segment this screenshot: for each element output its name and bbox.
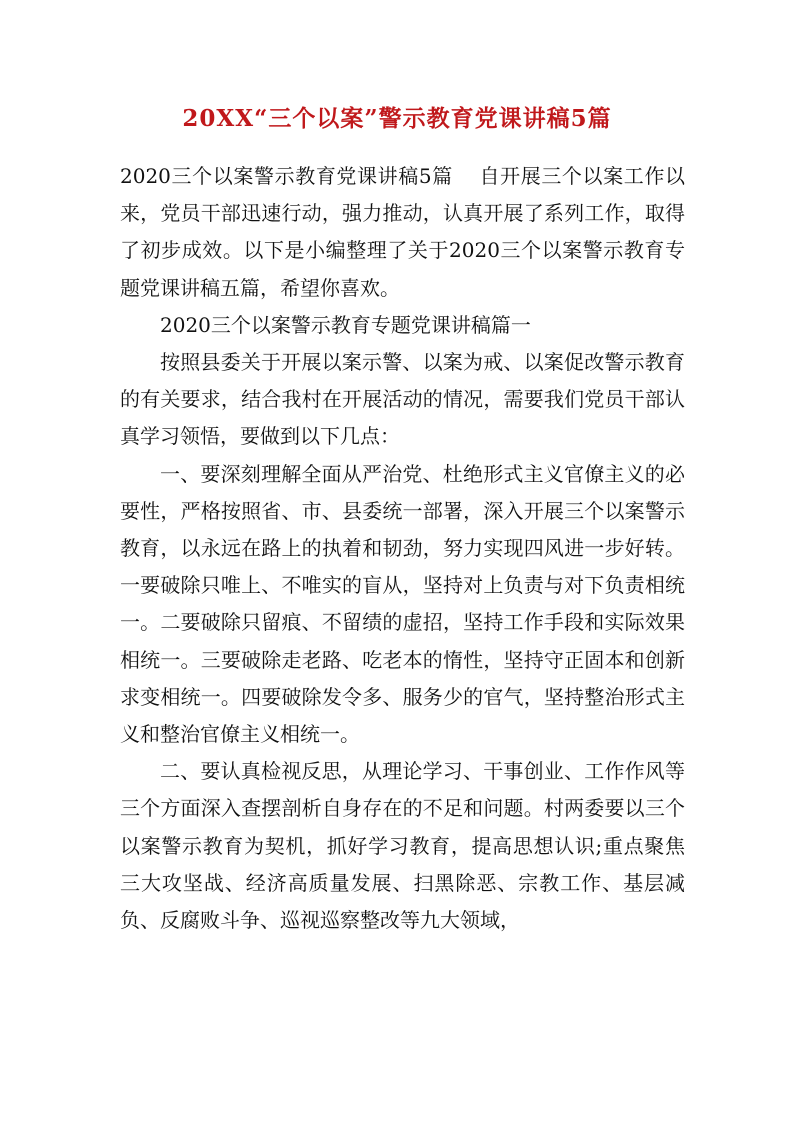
- paragraph-2: 一、要深刻理解全面从严治党、杜绝形式主义官僚主义的必要性，严格按照省、市、县委统一部署，深入开展三个以案警示教育，以永远在路上的执着和韧劲，努力实现四风进一步好转。一要破除只唯上、不唯实的盲从，坚持对上负责与对下负责相统一。二要破除只留痕、不留绩的虚招，坚持工作手段和实际效果相统一。三要破除走老路、吃老本的惰性，坚持守正固本和创新求变相统一。四要破除发令多、服务少的官气，坚持整治形式主义和整治官僚主义相统一。: [120, 461, 685, 747]
- document-title: 20XX“三个以案”警示教育党课讲稿5篇: [182, 105, 612, 132]
- paragraph-3: 二、要认真检视反思，从理论学习、干事创业、工作作风等三个方面深入查摆剖析自身存在的不足和问题。村两委要以三个以案警示教育为契机，抓好学习教育，提高思想认识;重点聚焦三大攻坚战、经济高质量发展、扫黑除恶、宗教工作、基层减负、反腐败斗争、巡视巡察整改等九大领域，: [120, 759, 685, 933]
- section-heading: 2020三个以案警示教育专题党课讲稿篇一: [160, 312, 531, 337]
- document-body: [120, 158, 685, 939]
- paragraph-1: 按照县委关于开展以案示警、以案为戒、以案促改警示教育的有关要求，结合我村在开展活动的情况，需要我们党员干部认真学习领悟，要做到以下几点：: [120, 350, 685, 449]
- intro-text: 自开展三个以案工作以来，党员干部迅速行动，强力推动，认真开展了系列工作，取得了初步成效。以下是小编整理了关于2020三个以案警示教育专题党课讲稿五篇，希望你喜欢。: [120, 164, 686, 300]
- intro-paragraph: [120, 158, 685, 307]
- intro-heading: 2020三个以案警示教育党课讲稿5篇: [120, 164, 453, 188]
